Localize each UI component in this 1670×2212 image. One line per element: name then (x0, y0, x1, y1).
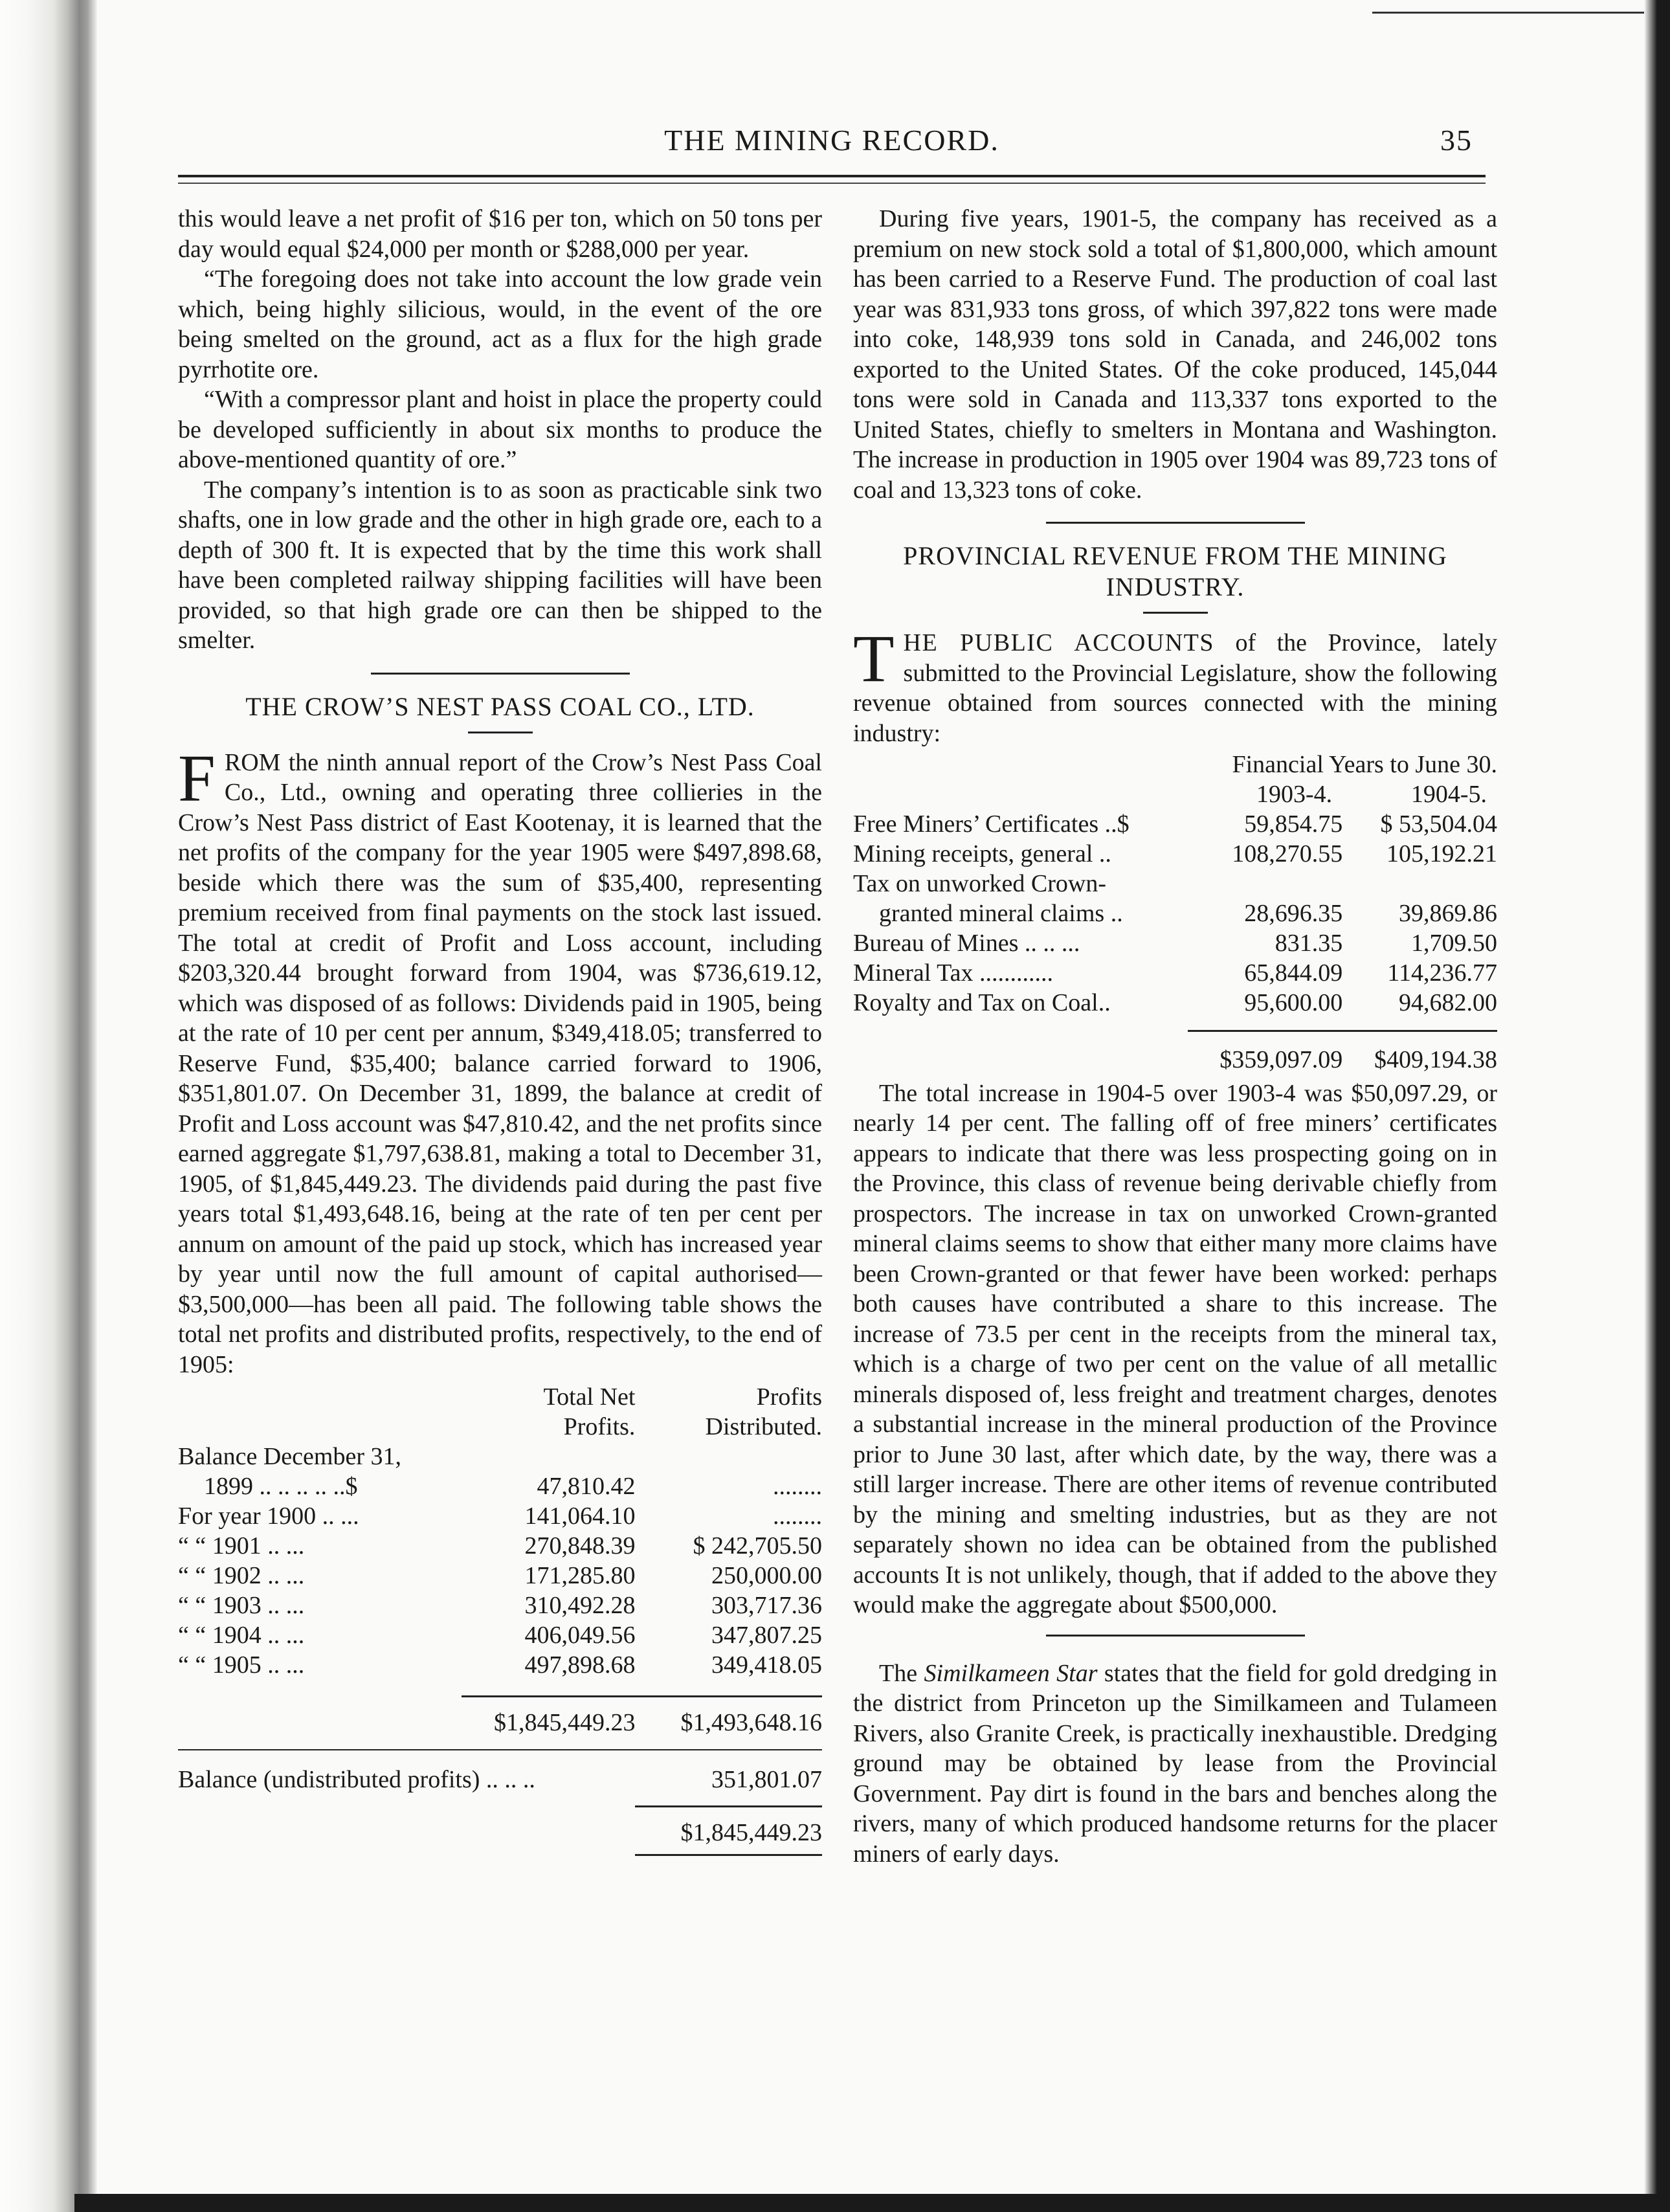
table-row: Mining receipts, general .. 108,270.55 105,192.21 (853, 840, 1497, 867)
scan-mark-top (1372, 12, 1644, 14)
table-row: “ “ 1902 .. ... 171,285.80 250,000.00 (178, 1562, 822, 1589)
table-row: granted mineral claims .. 28,696.35 39,869.86 (879, 900, 1497, 927)
article-heading: PROVINCIAL REVENUE FROM THE MINING INDUSTRY. (903, 541, 1447, 601)
left-column (178, 204, 822, 1856)
paragraph: The Similkameen Star states that the field for gold dredging in the district from Princeton up the Similkameen and Tulameen Rivers, also Granite Creek, is practically inexhaustible. Dredging ground may be obtained by lease from the Provincial Government. Pay dirt is found in the bars and benches along the rivers, many of which produced handsome returns for the placer miners of early days. (853, 1659, 1498, 1868)
running-header (178, 123, 1486, 162)
publication-name: Similkameen Star (924, 1659, 1098, 1687)
scan-edge-right (1644, 0, 1670, 2212)
table-row: “ “ 1904 .. ... 406,049.56 347,807.25 (178, 1622, 822, 1649)
heading-rule (1143, 612, 1208, 614)
table-total-row: $1,845,449.23 $1,493,648.16 (178, 1697, 822, 1738)
table-row: Balance (undistributed profits) .. .. .. 351,801.07 (178, 1750, 822, 1794)
journal-title: THE MINING RECORD. (664, 124, 999, 157)
heading-rule (468, 732, 533, 733)
table-row: “ “ 1903 .. ... 310,492.28 303,717.36 (178, 1592, 822, 1619)
paragraph: During five years, 1901-5, the company has received as a premium on new stock sold a total of $1,800,000, which amount has been carried to a Reserve Fund. The production of coal last year was 831,933 tons gross, of which 397,822 tons were made into coke, 148,939 tons sold in Canada, and 246,002 tons exported to the United States. Of the coke produced, 145,044 tons were sold in Canada and 113,337 tons exported to the United States, chiefly to smelters in Montana and Washington. The increase in production in 1905 over 1904 was 89,723 tons of coal and 13,323 tons of coke. (853, 205, 1497, 504)
right-column (853, 204, 1497, 1869)
article-heading: THE CROW’S NEST PASS COAL CO., LTD. (245, 691, 755, 721)
header-rule (178, 175, 1486, 177)
table-row: Balance December 31, (178, 1443, 401, 1470)
profits-table (178, 1382, 822, 1856)
table-header-row: Profits. Distributed. (563, 1413, 822, 1440)
article-body: THE PUBLIC ACCOUNTS of the Province, lately submitted to the Provincial Legislature, show the following revenue obtained from sources connected with the mining industry: (853, 621, 1497, 747)
paragraph: The company’s intention is to as soon as practicable sink two shafts, one in low grade and the other in high grade ore, each to a depth of 300 ft. It is expected that by the time this work shall have been completed railway shipping facilities will have been provided, so that high grade ore can then be shipped to the smelter. (178, 476, 822, 654)
table-row: “ “ 1901 .. ... 270,848.39 $ 242,705.50 (178, 1532, 822, 1559)
column-header: 1903-4. (1256, 781, 1333, 808)
article-body: FROM the ninth annual report of the Crow’s Nest Pass Coal Co., Ltd., owning and operating three collieries in the Crow’s Nest Pass district of East Kootenay, it is learned that the net profits of the company for the year 1905 were $497,898.68, beside which there was the sum of $35,400, representing premium received from final payments on the stock last issued. The total at credit of Profit and Loss account, including $203,320.44 brought forward from 1904, was $736,619.12, which was disposed of as follows: Dividends paid in 1905, being at the rate of 10 per cent per annum, $349,418.05; transferred to Reserve Fund, $35,400; balance carried forward to 1906, $351,801.07. On December 31, 1899, the balance at credit of Profit and Loss account was $47,810.42, and the net profits since earned aggregate $1,797,638.81, making a total to December 31, 1905, of $1,845,449.23. The dividends paid during the past five years total $1,493,648.16, being at the rate of ten per cent per annum on amount of the paid up stock, which has increased year by year until now the full amount of capital authorised—$3,500,000—has been all paid. The following table shows the total net profits and distributed profits, respectively, to the end of 1905: (178, 741, 822, 1378)
paragraph: The total increase in 1904-5 over 1903-4 was $50,097.29, or nearly 14 per cent. The falling off of free miners’ certificates appears to indicate that there was less prospecting going on in the Province, this class of revenue being derivable chiefly from prospectors. The increase in tax on unworked Crown-granted mineral claims seems to show that either many more claims have been Crown-granted or that fewer have been worked: perhaps both causes have contributed a share to this increase. The increase of 73.5 per cent in the receipts from the mineral tax, which is a charge of two per cent on the value of all metallic minerals disposed of, less freight and treatment charges, denotes a substantial increase in the mineral production of the Province prior to June 30 last, after which date, by the way, there was a still larger increase. There are other items of revenue contributed by the mining and smelting industries, but as they are not separately shown no idea can be obtained from the published accounts It is not unlikely, though, that if added to the above they would make the aggregate about $500,000. (853, 1079, 1497, 1618)
table-caption-row: Financial Years to June 30. (1232, 751, 1497, 778)
table-row: Royalty and Tax on Coal.. 95,600.00 94,682.00 (853, 989, 1497, 1016)
table-row: For year 1900 .. ... 141,064.10 ........ (178, 1503, 822, 1530)
table-row: Bureau of Mines .. .. ... 831.35 1,709.50 (853, 930, 1497, 957)
table-total-row: $1,845,449.23 (178, 1806, 822, 1855)
header-rule-thin (178, 183, 1486, 184)
table-header-row (178, 1382, 822, 1412)
section-divider (1046, 1635, 1305, 1637)
scan-edge-left (0, 0, 97, 2212)
page-number: 35 (1440, 124, 1473, 157)
column-header: Total Net (543, 1383, 636, 1411)
drop-cap: F (178, 741, 216, 816)
column-header: 1904-5. (1410, 781, 1487, 808)
table-row: Free Miners’ Certificates ..$ 59,854.75 $ 53,504.04 (853, 810, 1497, 838)
paragraph: “With a compressor plant and hoist in place the property could be developed sufficiently in about six months to produce the above-mentioned quantity of ore.” (178, 386, 822, 473)
section-divider (1046, 522, 1305, 524)
revenue-table (853, 750, 1497, 1075)
table-header-row (853, 779, 1497, 809)
column-header: Profits (756, 1383, 822, 1411)
table-row: “ “ 1905 .. ... 497,898.68 349,418.05 (178, 1651, 822, 1679)
table-row: 1899 .. .. .. .. ..$ 47,810.42 ........ (204, 1473, 822, 1500)
paragraph: “The foregoing does not take into account the low grade vein which, being highly silicious, would, in the event of the ore being smelted on the ground, act as a flux for the high grade pyrrhotite ore. (178, 265, 822, 383)
drop-cap: T (853, 621, 895, 696)
scan-edge-bottom (74, 2194, 1670, 2212)
table-row: Tax on unworked Crown- (853, 870, 1106, 897)
table-total-row: $359,097.09 $409,194.38 (853, 1031, 1497, 1075)
paragraph: this would leave a net profit of $16 per ton, which on 50 tons per day would equal $24,000 per month or $288,000 per year. (178, 205, 822, 263)
section-divider (371, 673, 630, 675)
table-row: Mineral Tax ............ 65,844.09 114,236.77 (853, 959, 1497, 987)
